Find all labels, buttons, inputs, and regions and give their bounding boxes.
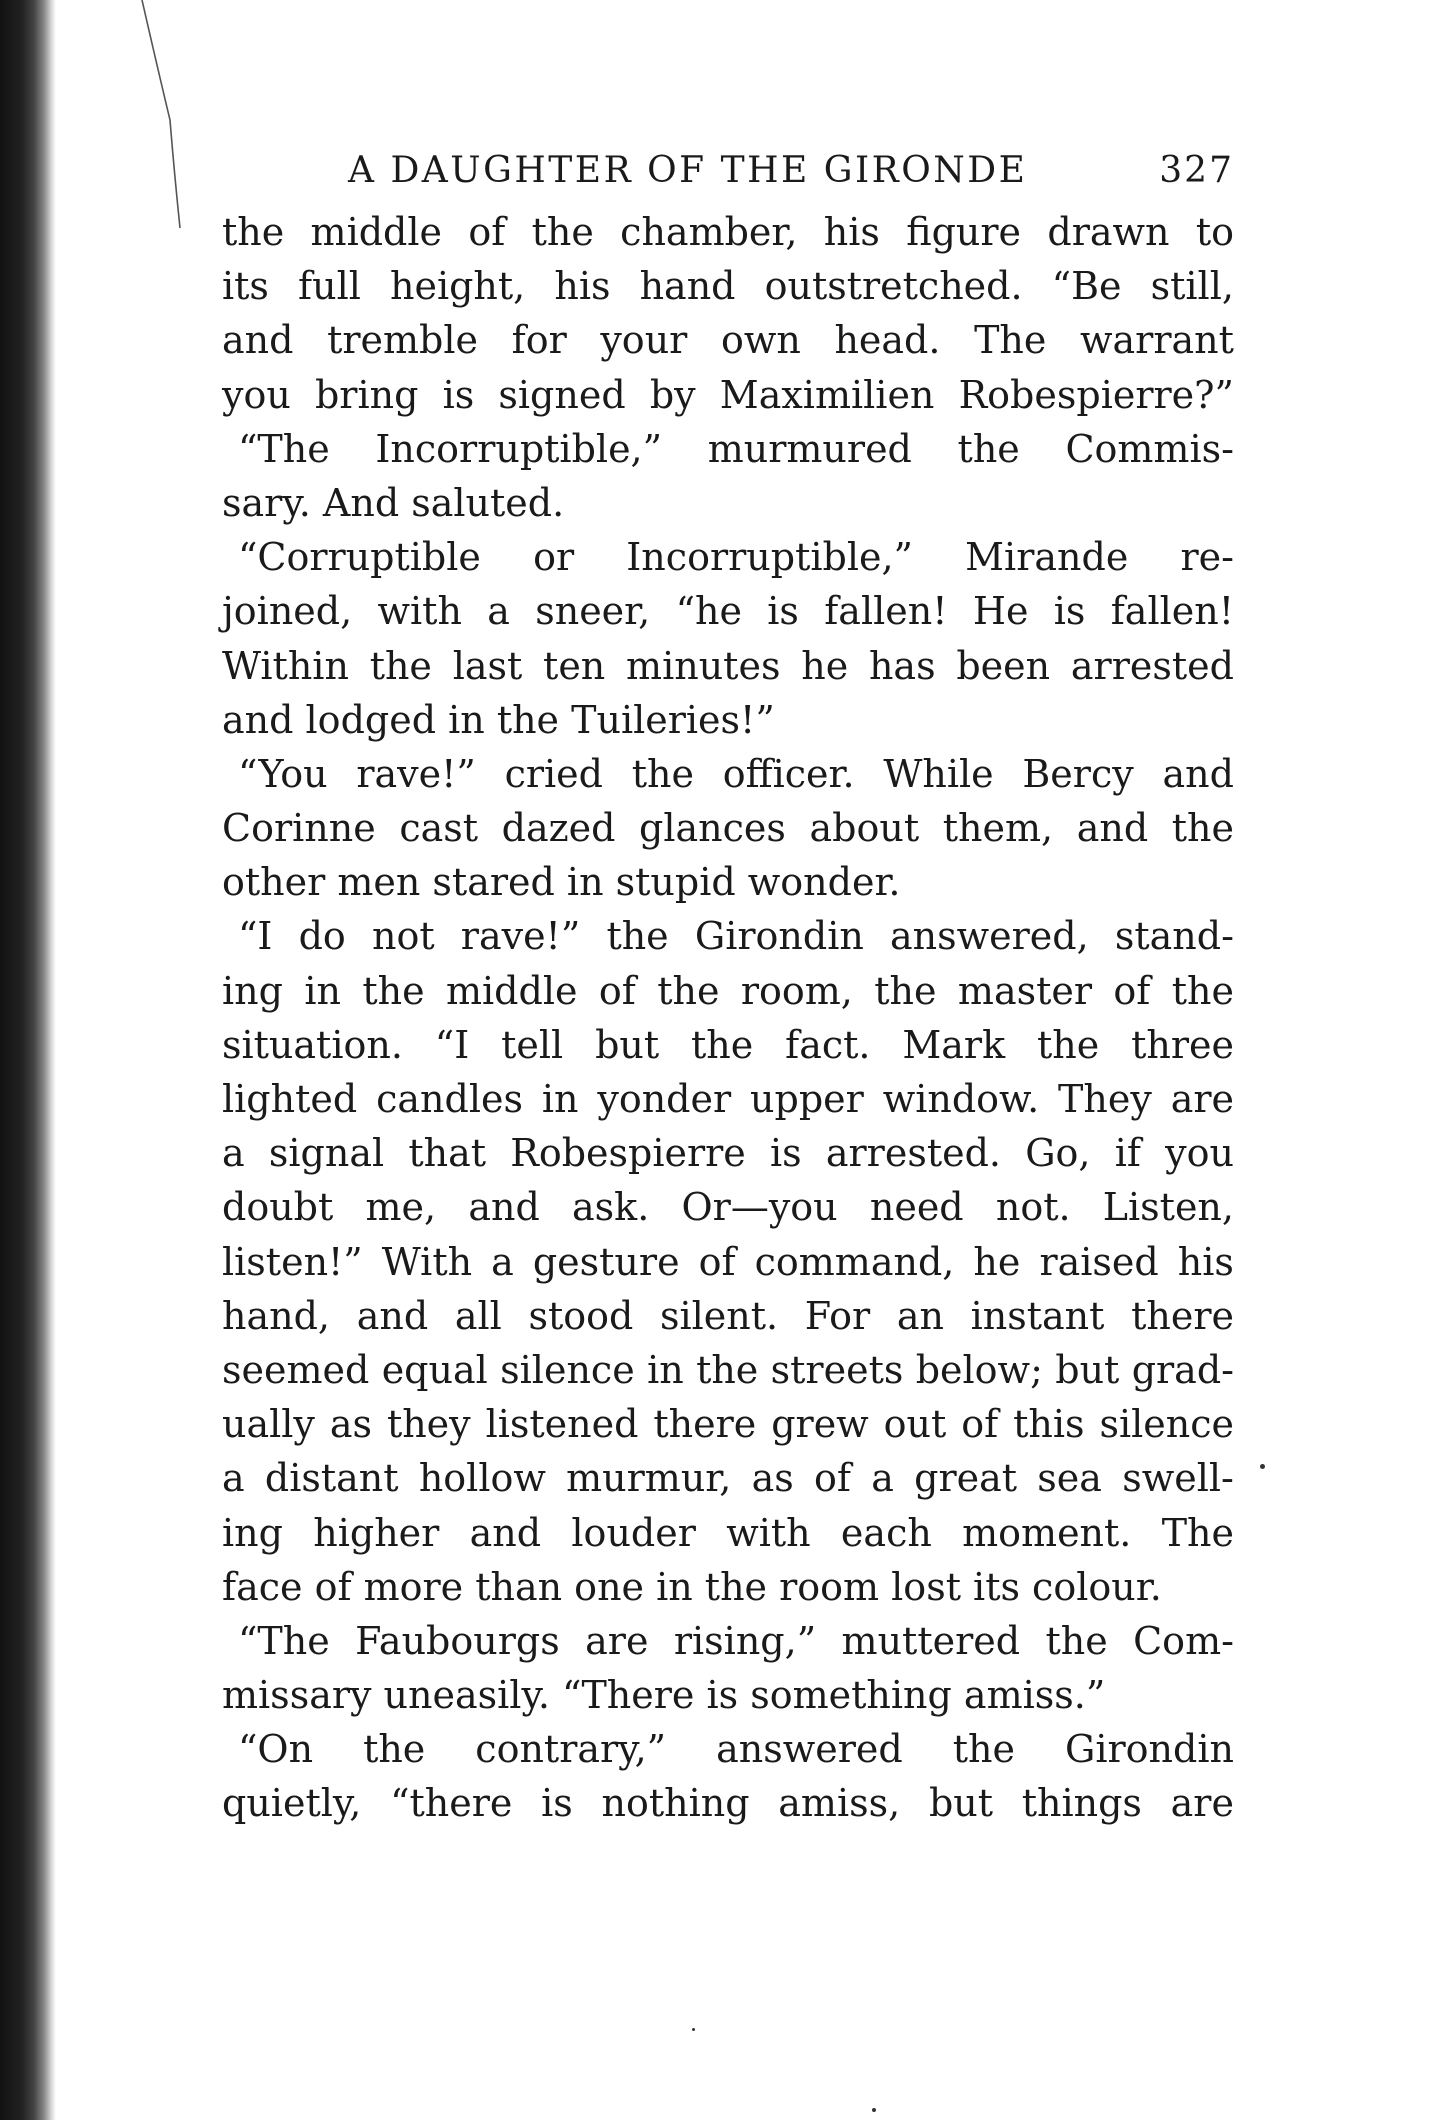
text-line: you bring is signed by Maximilien Robespierre?” bbox=[222, 372, 1234, 417]
text-line: seemed equal silence in the streets below; but grad- bbox=[222, 1347, 1234, 1392]
text-line: “The Faubourgs are rising,” muttered the Com- bbox=[238, 1618, 1234, 1663]
print-speck bbox=[692, 2028, 695, 2031]
text-line: quietly, “there is nothing amiss, but things are bbox=[222, 1781, 1234, 1826]
running-title: A DAUGHTER OF THE GIRONDE bbox=[348, 150, 1028, 191]
book-binding-edge bbox=[0, 0, 56, 2120]
text-line: sary. And saluted. bbox=[222, 480, 565, 525]
text-line: and tremble for your own head. The warrant bbox=[222, 318, 1234, 363]
pencil-mark bbox=[140, 0, 200, 230]
print-speck bbox=[1260, 1464, 1265, 1469]
text-line: and lodged in the Tuileries!” bbox=[222, 697, 775, 742]
text-line: listen!” With a gesture of command, he raised his bbox=[222, 1239, 1234, 1284]
running-header bbox=[348, 150, 1234, 191]
text-line: “You rave!” cried the officer. While Bercy and bbox=[238, 751, 1234, 796]
text-line: hand, and all stood silent. For an instant there bbox=[222, 1293, 1234, 1338]
text-line: “The Incorruptible,” murmured the Commis- bbox=[238, 426, 1234, 471]
text-line: “On the contrary,” answered the Girondin bbox=[238, 1727, 1234, 1772]
text-line: ing higher and louder with each moment. The bbox=[222, 1510, 1234, 1555]
text-line: missary uneasily. “There is something amiss.” bbox=[222, 1673, 1106, 1718]
text-line: “Corruptible or Incorruptible,” Mirande re- bbox=[238, 535, 1234, 580]
book-page bbox=[222, 150, 1234, 1831]
text-line: situation. “I tell but the fact. Mark the three bbox=[222, 1022, 1234, 1067]
text-line: a distant hollow murmur, as of a great sea swell- bbox=[222, 1456, 1234, 1501]
print-speck bbox=[872, 2108, 876, 2112]
text-line: ing in the middle of the room, the master of the bbox=[222, 968, 1234, 1013]
text-line: its full height, his hand outstretched. “Be still, bbox=[222, 264, 1234, 309]
text-line: joined, with a sneer, “he is fallen! He is fallen! bbox=[222, 589, 1234, 634]
text-line: Corinne cast dazed glances about them, and the bbox=[222, 806, 1234, 851]
text-line: face of more than one in the room lost its colour. bbox=[222, 1564, 1162, 1609]
text-line: doubt me, and ask. Or—you need not. Listen, bbox=[222, 1185, 1234, 1230]
text-line: Within the last ten minutes he has been arrested bbox=[222, 643, 1234, 688]
page-number: 327 bbox=[1159, 150, 1234, 191]
text-line: the middle of the chamber, his figure drawn to bbox=[222, 210, 1234, 254]
text-line: “I do not rave!” the Girondin answered, stand- bbox=[238, 914, 1234, 959]
body-text bbox=[222, 205, 1234, 1831]
text-line: a signal that Robespierre is arrested. Go, if you bbox=[222, 1131, 1234, 1176]
text-line: other men stared in stupid wonder. bbox=[222, 860, 901, 905]
text-line: ually as they listened there grew out of this silence bbox=[222, 1402, 1234, 1447]
text-line: lighted candles in yonder upper window. They are bbox=[222, 1077, 1234, 1121]
